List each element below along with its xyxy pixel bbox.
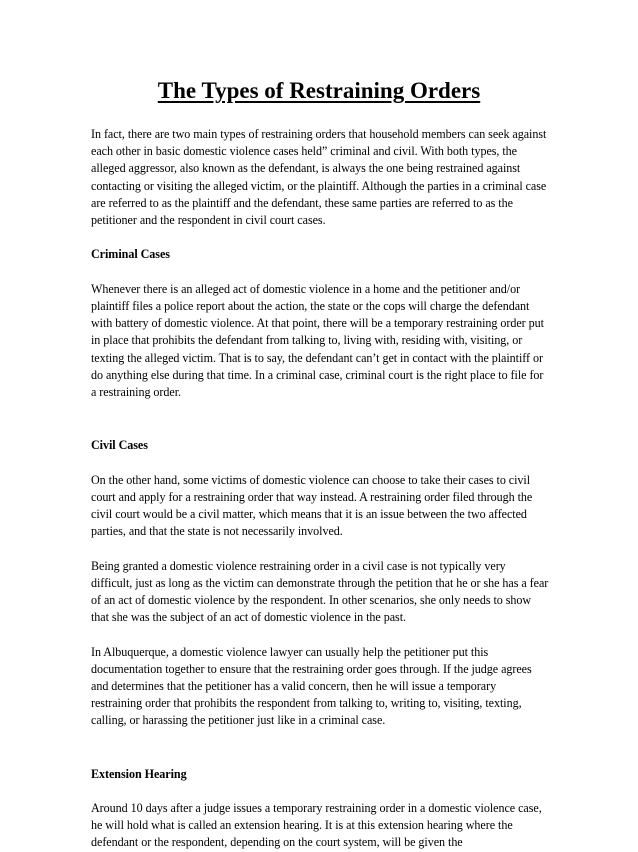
intro-paragraph: In fact, there are two main types of restraining orders that household members can seek against each other in basic domestic violence cases held” criminal and civil. With both types, the alleged aggressor, also known as the defendant, is always the one being restrained against contacting or visiting the alleged victim, or the plaintiff. Although the parties in a criminal case are referred to as the plaintiff and the defendant, these same parties are referred to as the petitioner and the respondent in civil court cases. (91, 127, 547, 228)
page-title: The Types of Restraining Orders (157, 78, 481, 103)
civil-cases-paragraph-3: In Albuquerque, a domestic violence lawyer can usually help the petitioner put this documentation together to ensure that the restraining order goes through. If the judge agrees and determines that the petitioner has a valid concern, then he will issue a temporary restraining order that prohibits the respondent from talking to, writing to, visiting, texting, calling, or harassing the petitioner just like in a criminal case. (91, 644, 532, 728)
civil-cases-paragraph-1: On the other hand, some victims of domestic violence can choose to take their cases to civil court and apply for a restraining order that way instead. A restraining order filed through the civil court would be a civil matter, which means that it is an issue between the two affected parties, and that the state is not necessarily involved. (91, 472, 533, 539)
extension-hearing-paragraph: Around 10 days after a judge issues a temporary restraining order in a domestic violence case, he will hold what is called an extension hearing. It is at this extension hearing where the defendant or the respondent, depending on the court system, will be given the (91, 801, 542, 850)
document-body (91, 126, 549, 852)
section-heading-extension-hearing: Extension Hearing (91, 766, 187, 781)
section-heading-civil-cases: Civil Cases (91, 438, 148, 453)
section-heading-criminal-cases: Criminal Cases (91, 247, 170, 262)
civil-cases-paragraph-2: Being granted a domestic violence restraining order in a civil case is not typically very difficult, just as long as the victim can demonstrate through the petition that he or she has a fear of an act of domestic violence by the respondent. In other scenarios, she only needs to show that she was the subject of an act of domestic violence in the past. (91, 558, 549, 625)
criminal-cases-paragraph: Whenever there is an alleged act of domestic violence in a home and the petitioner and/or plaintiff files a police report about the action, the state or the cops will charge the defendant with battery of domestic violence. At that point, there will be a temporary restraining order put in place that prohibits the defendant from talking to, living with, residing with, visiting, or texting the alleged victim. That is to say, the defendant can’t get in contact with the plaintiff or do anything else during that time. In a criminal case, criminal court is the right place to file for a restraining order. (91, 281, 544, 400)
